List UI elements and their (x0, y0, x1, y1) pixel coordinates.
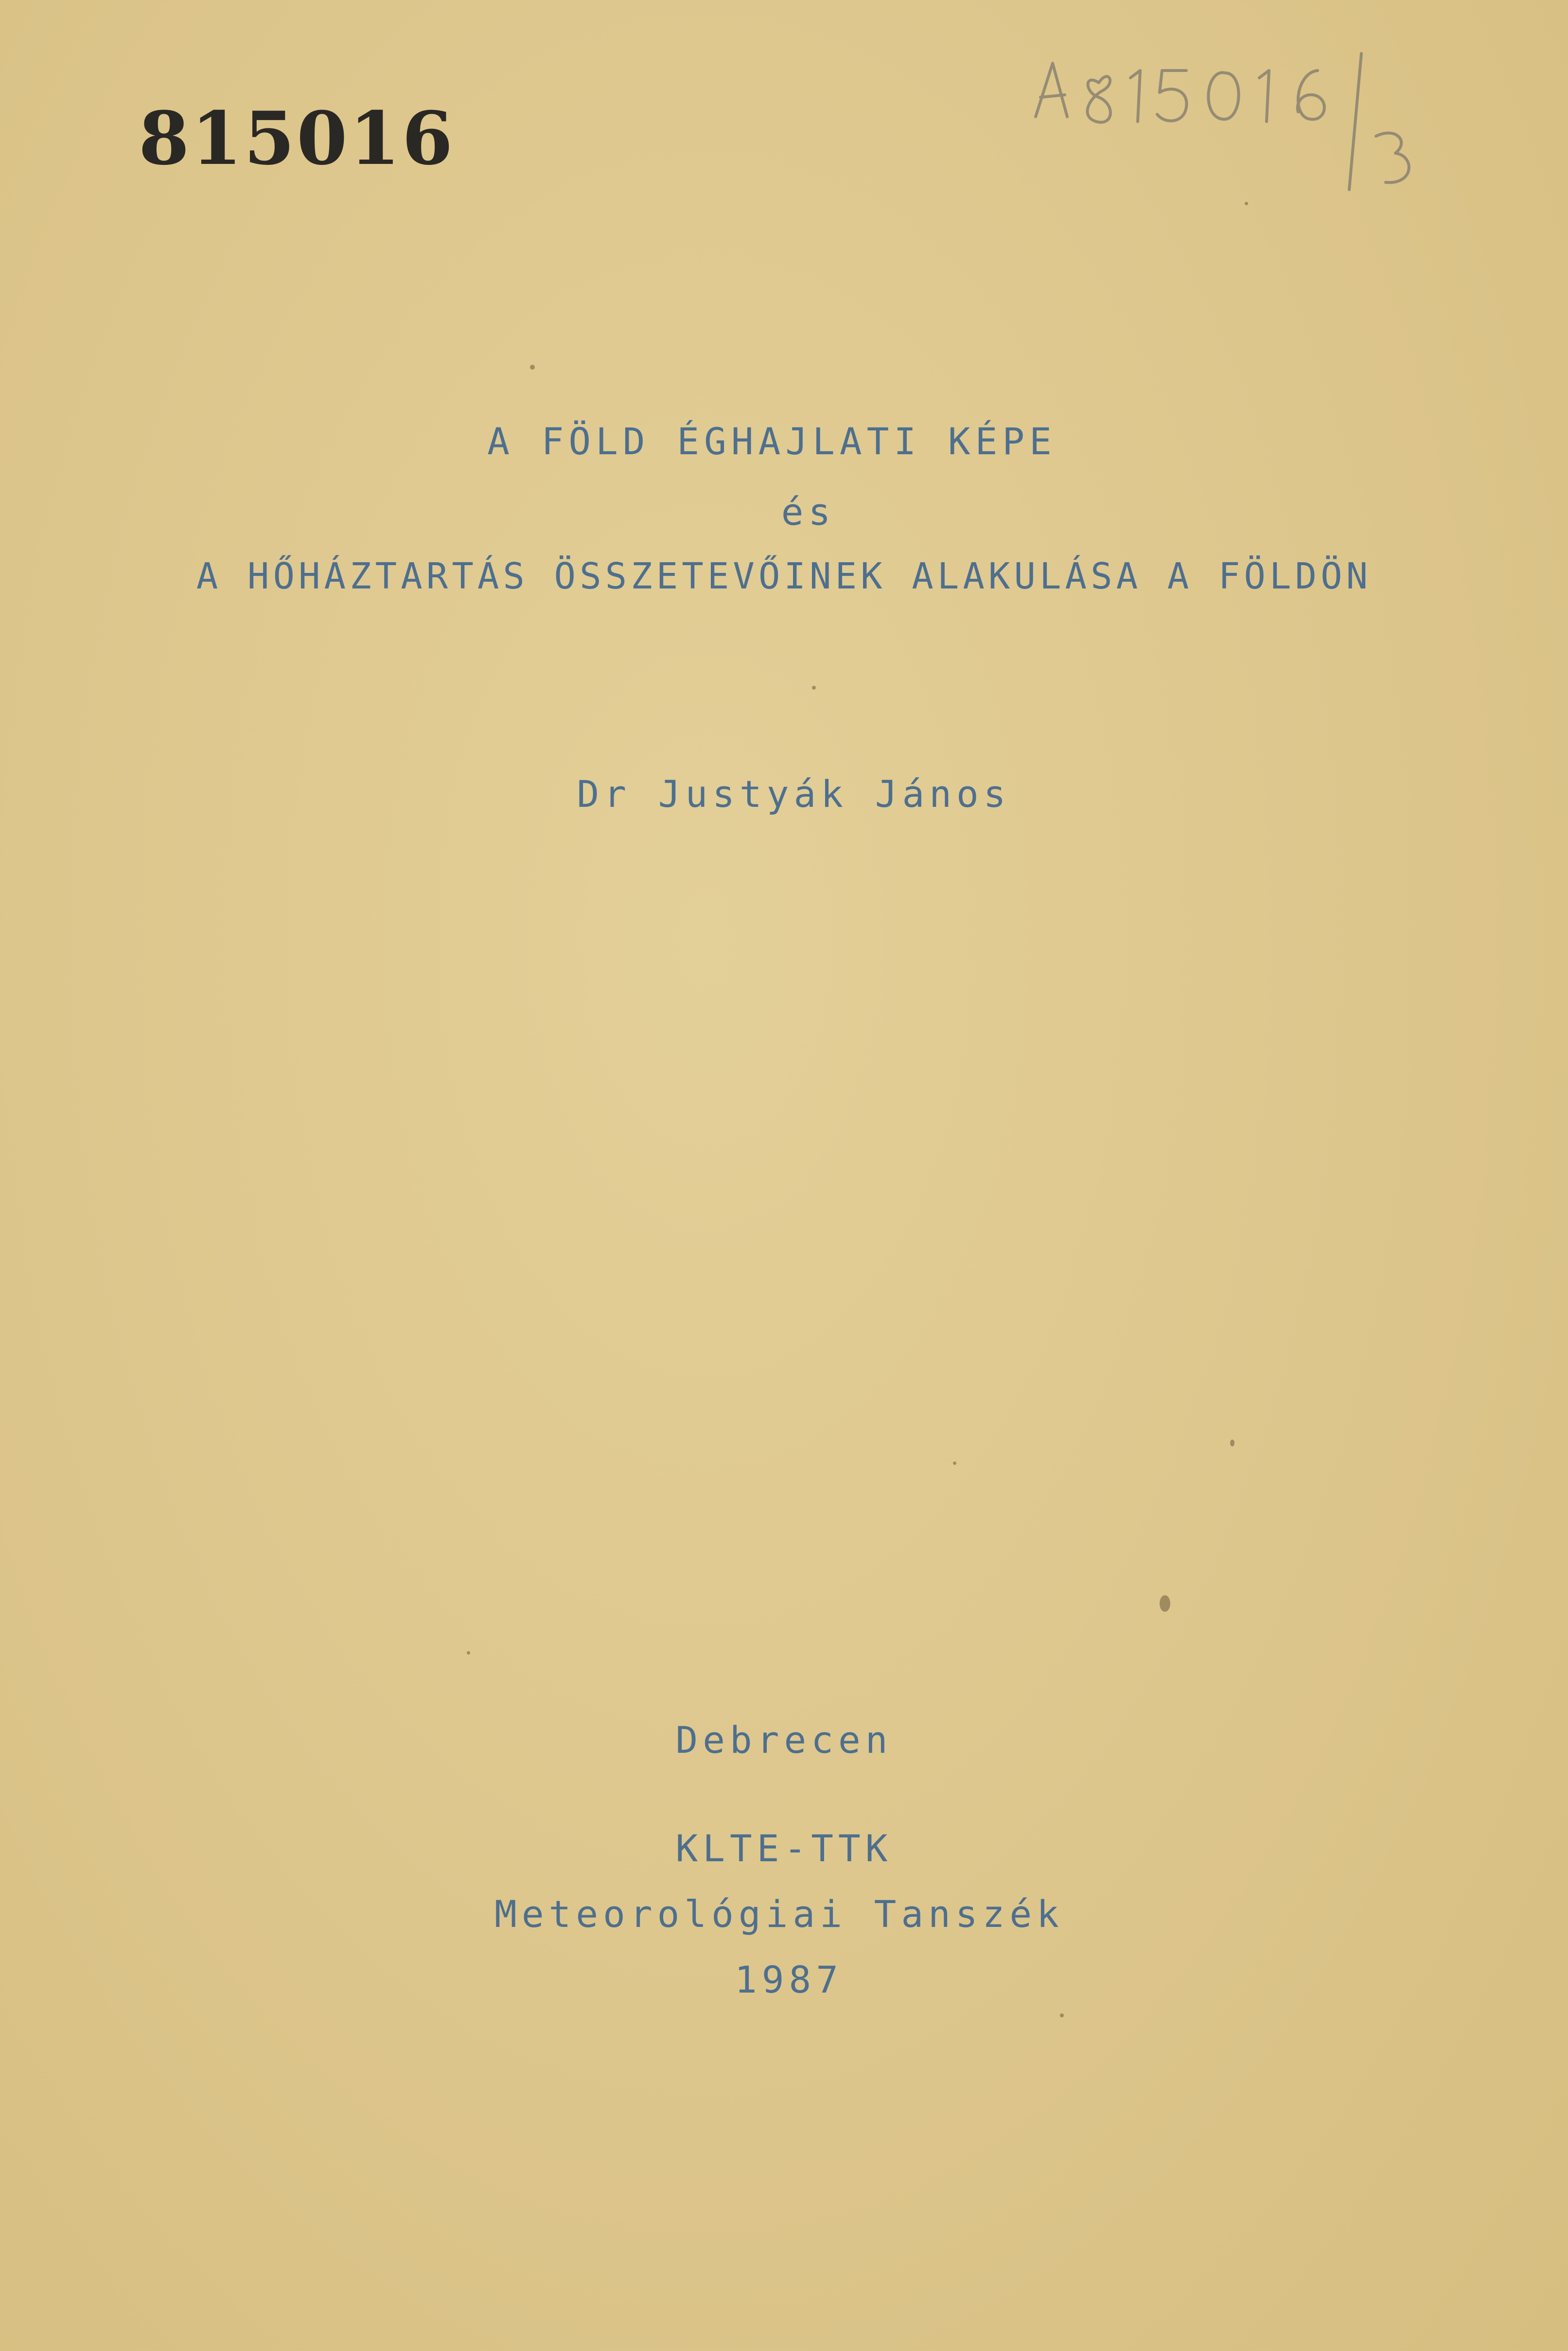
paper-speck (1230, 1440, 1234, 1446)
imprint-year: 1987 (734, 1958, 844, 2001)
title-line-2: A HŐHÁZTARTÁS ÖSSZETEVŐINEK ALAKULÁSA A FÖLDÖN (196, 555, 1372, 597)
paper-speck (1245, 202, 1248, 205)
title-conjunction: és (781, 490, 836, 534)
imprint-institution: KLTE-TTK (675, 1827, 893, 1870)
paper-speck (1160, 1595, 1170, 1612)
imprint-department: Meteorológiai Tanszék (494, 1892, 1064, 1936)
paper-speck (467, 1651, 470, 1655)
paper-speck (530, 365, 535, 370)
inventory-stamp-number: 815016 (139, 96, 455, 181)
paper-speck (953, 1461, 956, 1465)
author-name: Dr Justyák János (577, 772, 1011, 816)
handwritten-catalog-mark (1026, 44, 1444, 209)
paper-speck (1060, 2013, 1064, 2017)
paper-speck (812, 686, 816, 690)
title-line-1: A FÖLD ÉGHAJLATI KÉPE (487, 420, 1057, 463)
imprint-city: Debrecen (675, 1718, 893, 1762)
